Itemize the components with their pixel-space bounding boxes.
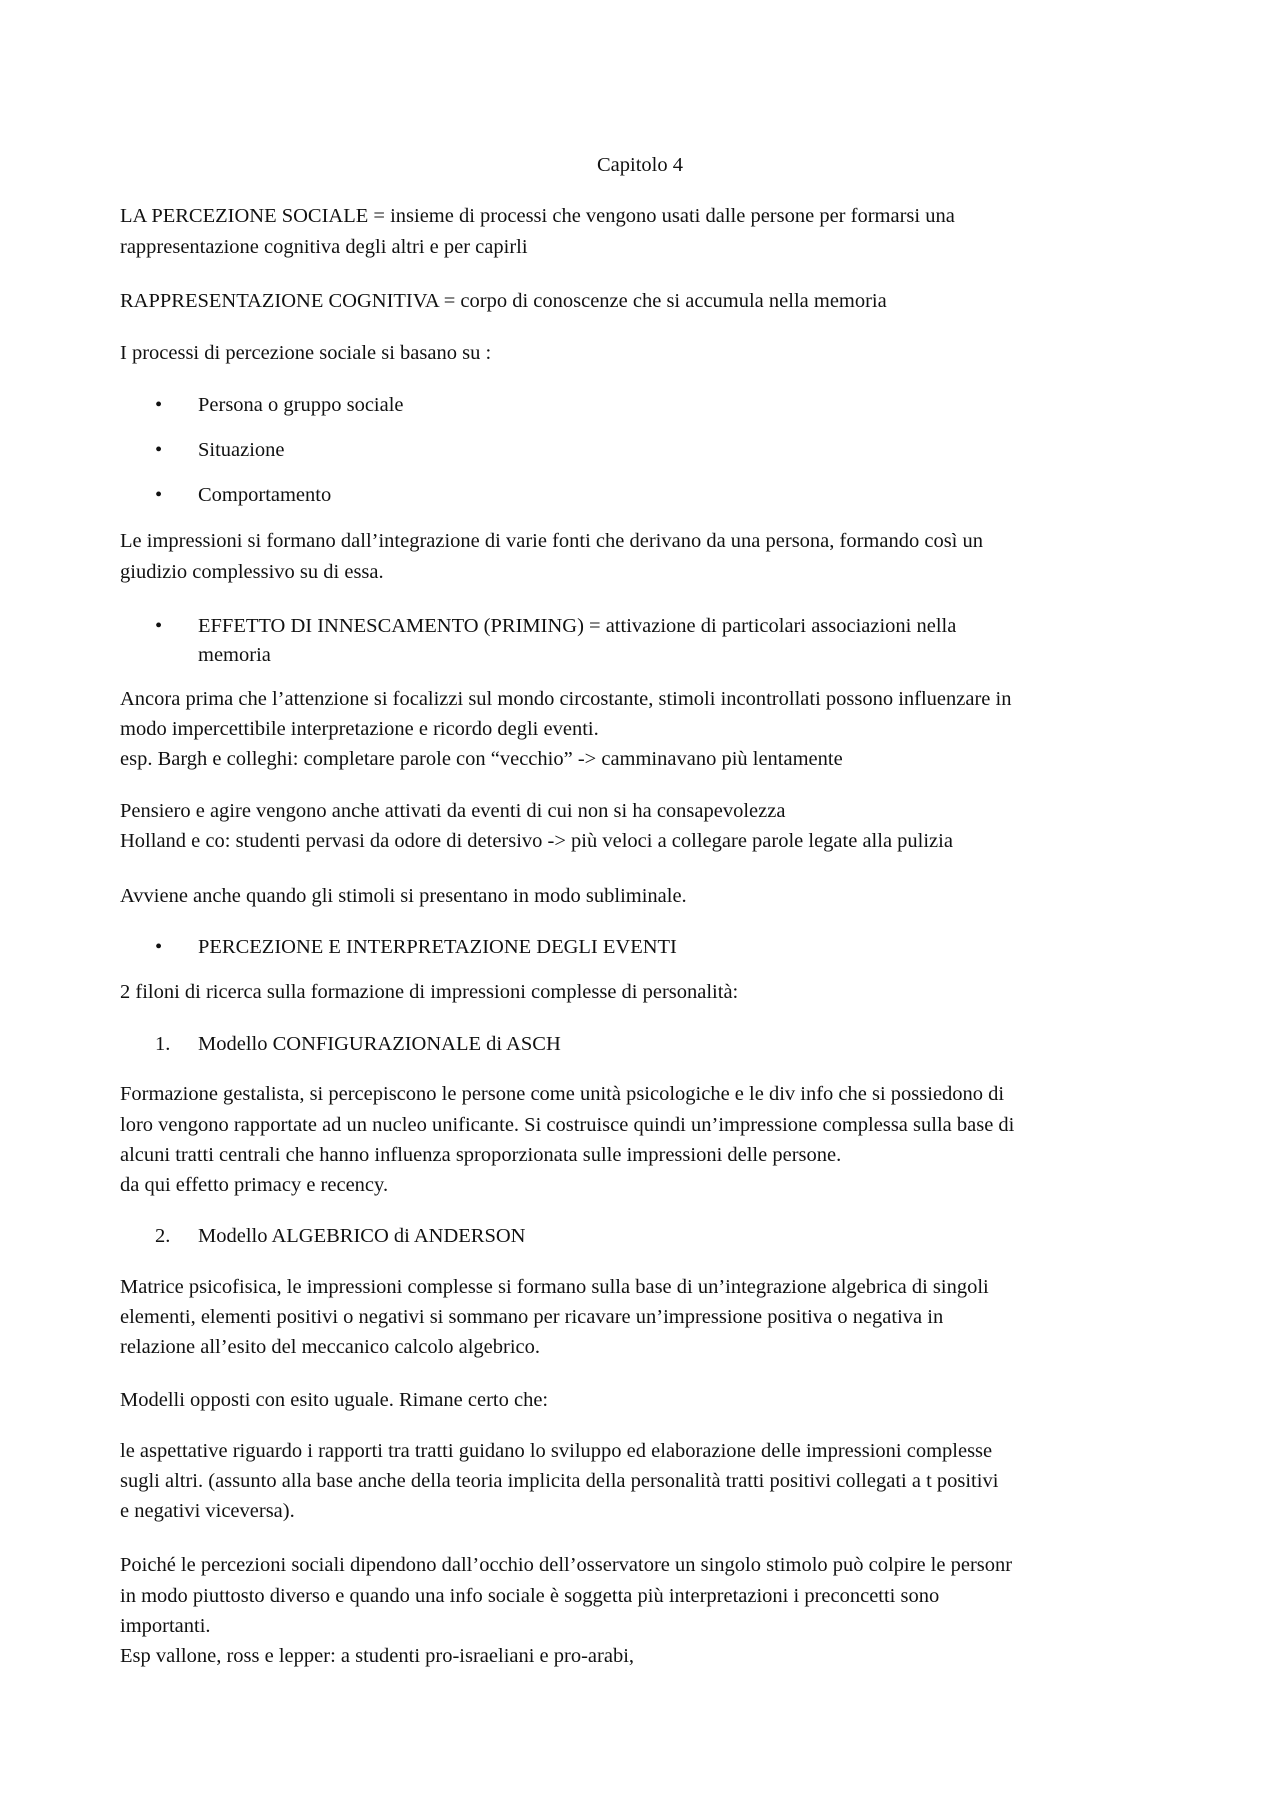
- paragraph-line: I processi di percezione sociale si basano su :: [120, 342, 492, 364]
- list-item: Modello CONFIGURAZIONALE di ASCH: [198, 1033, 561, 1055]
- paragraph-line: Holland e co: studenti pervasi da odore di detersivo -> più veloci a collegare parole legate alla pulizia: [120, 830, 953, 852]
- paragraph-line: giudizio complessivo su di essa.: [120, 561, 384, 583]
- paragraph-line: sugli altri. (assunto alla base anche della teoria implicita della personalità tratti positivi collegati a t positivi: [120, 1470, 999, 1492]
- list-item: EFFETTO DI INNESCAMENTO (PRIMING) = attivazione di particolari associazioni nella: [198, 615, 957, 637]
- paragraph-line: RAPPRESENTAZIONE COGNITIVA = corpo di conoscenze che si accumula nella memoria: [120, 290, 887, 312]
- bullet-icon: •: [155, 936, 163, 958]
- bullet-icon: •: [155, 615, 163, 637]
- paragraph-line: loro vengono rapportate ad un nucleo unificante. Si costruisce quindi un’impressione complessa sulla base di: [120, 1114, 1015, 1136]
- paragraph-line: 2 filoni di ricerca sulla formazione di impressioni complesse di personalità:: [120, 981, 739, 1003]
- list-item: memoria: [198, 644, 271, 666]
- list-item: Persona o gruppo sociale: [198, 394, 404, 416]
- paragraph-line: alcuni tratti centrali che hanno influenza sproporzionata sulle impressioni delle persone.: [120, 1144, 842, 1166]
- bullet-icon: •: [155, 439, 163, 461]
- paragraph-line: Matrice psicofisica, le impressioni complesse si formano sulla base di un’integrazione algebrica di singoli: [120, 1276, 989, 1298]
- chapter-title: Capitolo 4: [597, 154, 683, 176]
- paragraph-line: Pensiero e agire vengono anche attivati da eventi di cui non si ha consapevolezza: [120, 800, 786, 822]
- paragraph-line: Avviene anche quando gli stimoli si presentano in modo subliminale.: [120, 885, 687, 907]
- paragraph-line: Le impressioni si formano dall’integrazione di varie fonti che derivano da una persona, formando così un: [120, 530, 984, 552]
- bullet-icon: •: [155, 484, 163, 506]
- bullet-icon: •: [155, 394, 163, 416]
- number-marker: 2.: [155, 1225, 171, 1247]
- paragraph-line: le aspettative riguardo i rapporti tra tratti guidano lo sviluppo ed elaborazione delle impressioni complesse: [120, 1440, 993, 1462]
- paragraph-line: esp. Bargh e colleghi: completare parole con “vecchio” -> camminavano più lentamente: [120, 748, 843, 770]
- paragraph-line: in modo piuttosto diverso e quando una info sociale è soggetta più interpretazioni i preconcetti sono: [120, 1585, 940, 1607]
- paragraph-line: e negativi viceversa).: [120, 1500, 295, 1522]
- list-item: Comportamento: [198, 484, 332, 506]
- paragraph-line: rappresentazione cognitiva degli altri e per capirli: [120, 236, 528, 258]
- paragraph-line: da qui effetto primacy e recency.: [120, 1174, 389, 1196]
- paragraph-line: modo impercettibile interpretazione e ricordo degli eventi.: [120, 718, 599, 740]
- paragraph-line: Poiché le percezioni sociali dipendono dall’occhio dell’osservatore un singolo stimolo può colpire le personr: [120, 1554, 1013, 1576]
- list-item: Situazione: [198, 439, 285, 461]
- paragraph-line: Modelli opposti con esito uguale. Rimane certo che:: [120, 1389, 549, 1411]
- list-item: PERCEZIONE E INTERPRETAZIONE DEGLI EVENTI: [198, 936, 677, 958]
- paragraph-line: relazione all’esito del meccanico calcolo algebrico.: [120, 1336, 541, 1358]
- paragraph-line: importanti.: [120, 1615, 211, 1637]
- list-item: Modello ALGEBRICO di ANDERSON: [198, 1225, 526, 1247]
- paragraph-line: LA PERCEZIONE SOCIALE = insieme di processi che vengono usati dalle persone per formarsi una: [120, 205, 955, 227]
- number-marker: 1.: [155, 1033, 171, 1055]
- paragraph-line: Formazione gestalista, si percepiscono le persone come unità psicologiche e le div info che si possiedono di: [120, 1083, 1005, 1105]
- paragraph-line: Esp vallone, ross e lepper: a studenti pro-israeliani e pro-arabi,: [120, 1645, 635, 1667]
- paragraph-line: Ancora prima che l’attenzione si focalizzi sul mondo circostante, stimoli incontrollati possono influenzare in: [120, 688, 1012, 710]
- paragraph-line: elementi, elementi positivi o negativi si sommano per ricavare un’impressione positiva o negativa in: [120, 1306, 944, 1328]
